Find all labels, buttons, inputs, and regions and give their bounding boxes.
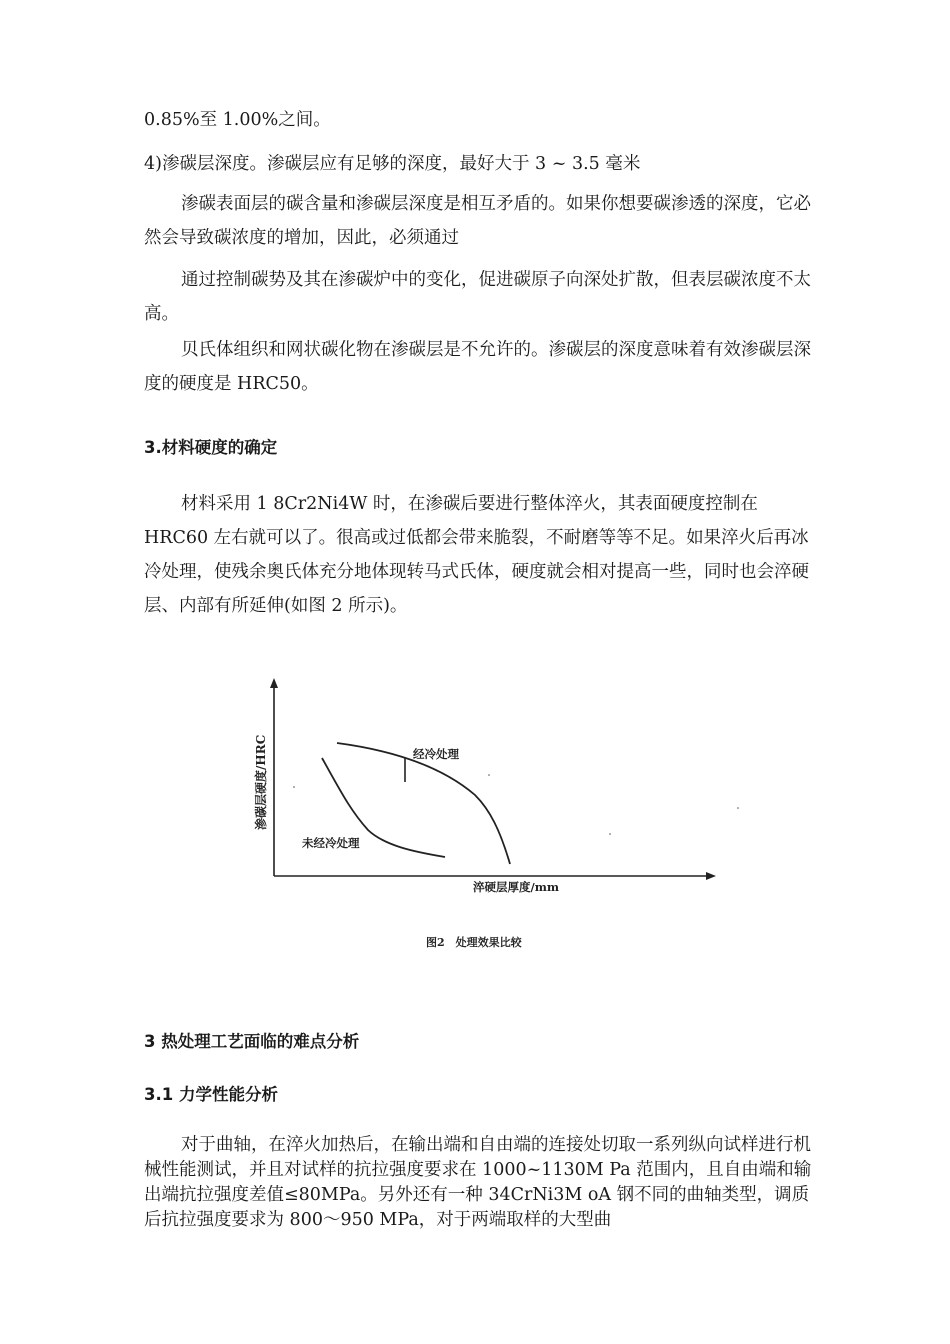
figure-caption: 图2 处理效果比较 xyxy=(426,936,522,949)
y-axis-arrow xyxy=(270,678,278,688)
paragraph-crankshaft: 对于曲轴，在淬火加热后，在输出端和自由端的连接处切取一系列纵向试样进行机械性能测试，并且对试样的抗拉强度要求在 1000~1130M Pa 范围内，且自由端和输出端抗拉强度差值≤80MPa。另外还有一种 34CrNi3M oA 钢不同的曲轴类型，调质后抗拉强度要求为 800～950 MPa，对于两端取样的大型曲 xyxy=(144,1135,812,1230)
x-axis-label: 淬硬层厚度/mm xyxy=(473,880,560,894)
speck xyxy=(293,786,295,788)
figure-treatment-comparison xyxy=(240,670,740,960)
y-axis-label: 渗碳层硬度/HRC xyxy=(254,734,268,830)
speck xyxy=(609,833,611,835)
paragraph-carbon-range: 0.85%至 1.00%之间。 xyxy=(144,110,331,130)
paragraph-material-hardness: 材料采用 1 8Cr2Ni4W 时，在渗碳后要进行整体淬火，其表面硬度控制在 HRC60 左右就可以了。很高或过低都会带来脆裂，不耐磨等等不足。如果淬火后再冰冷处理，使残余奥氏体充分地体现转马式氏体，硬度就会相对提高一些，同时也会淬硬层、内部有所延伸(如图 2 所示)。 xyxy=(144,494,809,616)
paragraph-carbon-depth-conflict: 渗碳表面层的碳含量和渗碳层深度是相互矛盾的。如果你想要碳渗透的深度，它必然会导致碳浓度的增加，因此，必须通过 xyxy=(144,194,811,248)
heading-difficulty-analysis: 3 热处理工艺面临的难点分析 xyxy=(144,1032,360,1051)
label-untreated: 未经冷处理 xyxy=(302,836,360,850)
heading-hardness: 3.材料硬度的确定 xyxy=(144,438,278,457)
label-cold-treated: 经冷处理 xyxy=(413,747,459,761)
paragraph-carburized-depth: 4)渗碳层深度。渗碳层应有足够的深度，最好大于 3 ~ 3.5 毫米 xyxy=(144,154,641,174)
heading-mechanical-analysis: 3.1 力学性能分析 xyxy=(144,1085,278,1104)
x-axis-arrow xyxy=(706,872,716,880)
paragraph-carbon-potential: 通过控制碳势及其在渗碳炉中的变化，促进碳原子向深处扩散，但表层碳浓度不太高。 xyxy=(144,270,811,324)
curve-cold-treated xyxy=(337,743,510,864)
paragraph-bainite: 贝氏体组织和网状碳化物在渗碳层是不允许的。渗碳层的深度意味着有效渗碳层深度的硬度是 HRC50。 xyxy=(144,340,811,394)
speck xyxy=(488,774,490,776)
speck xyxy=(737,807,739,809)
